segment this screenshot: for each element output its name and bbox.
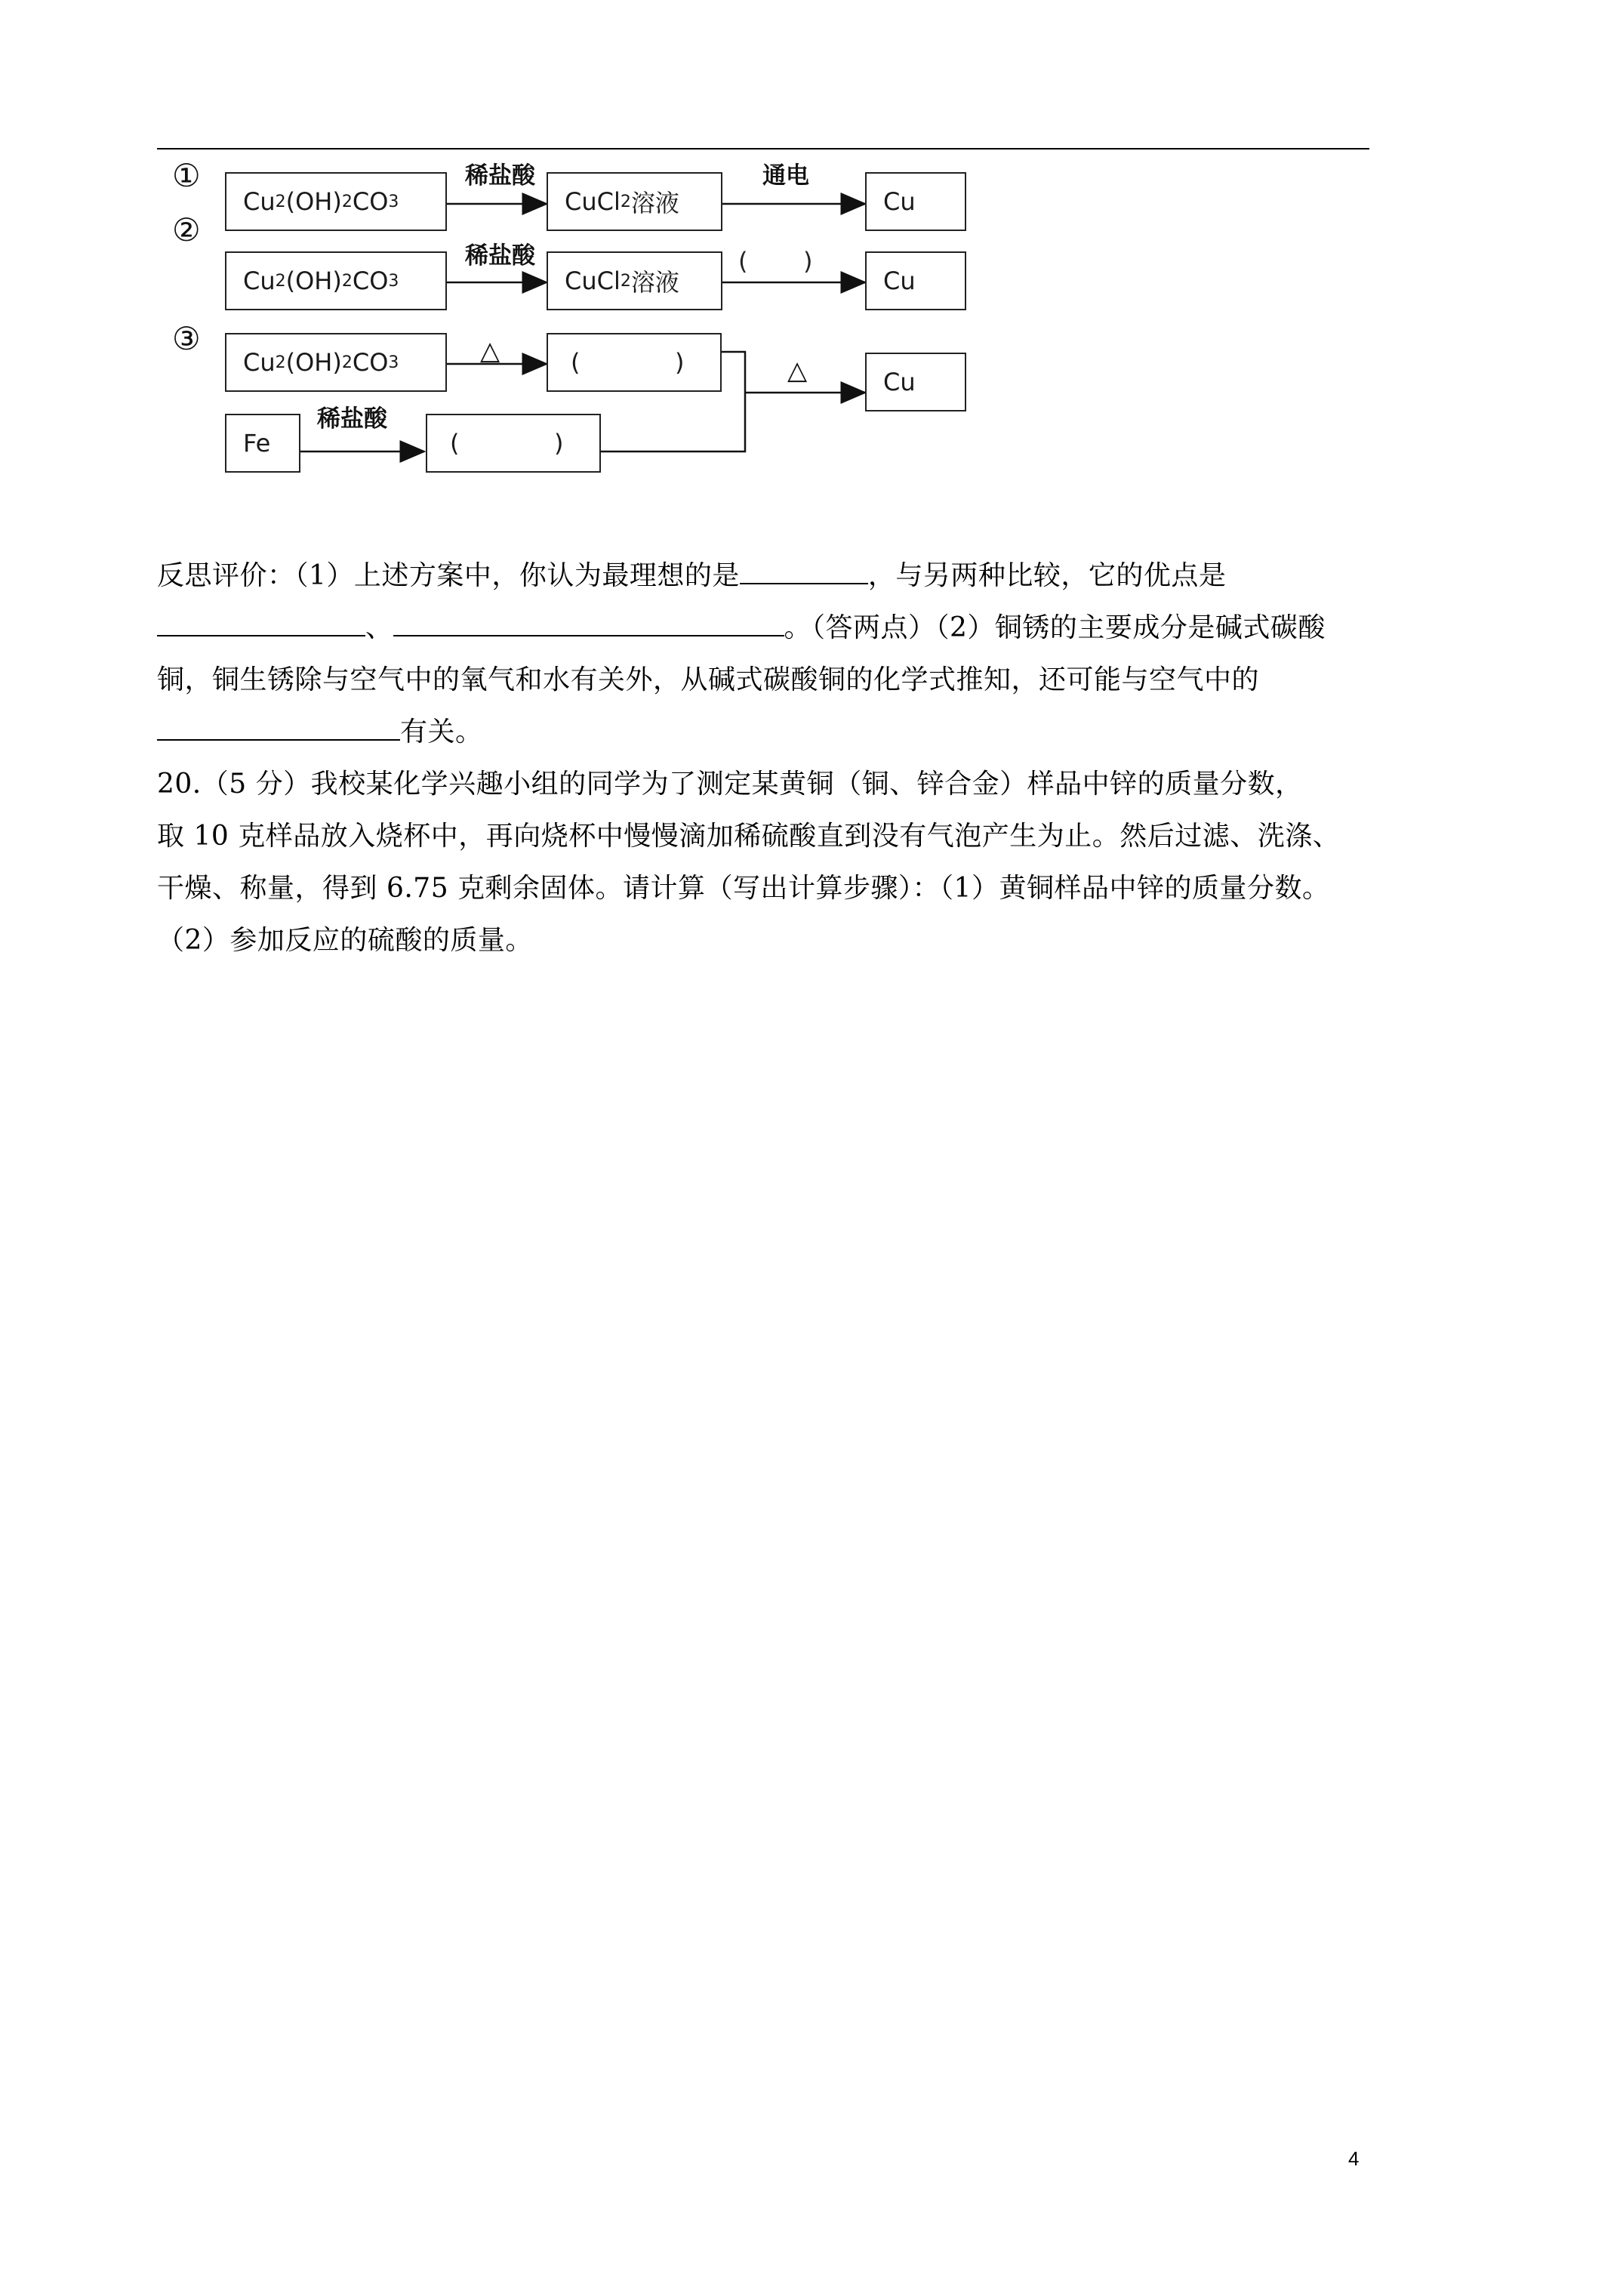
row1-cucl2-solution-box: CuCl 2 溶液 bbox=[547, 172, 722, 231]
row3-fe-product-blank-box: ( ) bbox=[426, 414, 601, 473]
copper-preparation-flow-diagram bbox=[0, 0, 1623, 529]
row1-cu-box: Cu bbox=[865, 172, 966, 231]
marker-3: ③ bbox=[172, 320, 201, 357]
row2-cu-box: Cu bbox=[865, 251, 966, 310]
row3-fe-dilute-hcl-label: 稀盐酸 bbox=[317, 405, 387, 433]
row3-product-blank-box: ( ) bbox=[547, 333, 722, 392]
row3-basic-copper-carbonate-box: Cu 2 (OH) 2 CO 3 bbox=[225, 333, 447, 392]
answer-blank-air-component[interactable] bbox=[157, 713, 400, 741]
marker-2: ② bbox=[172, 211, 201, 248]
row2-cucl2-solution-box: CuCl 2 溶液 bbox=[547, 251, 722, 310]
reflection-line-4: 有关。 bbox=[157, 706, 1369, 758]
answer-blank-advantage-2[interactable] bbox=[393, 609, 784, 636]
q20-line-2: 取 10 克样品放入烧杯中，再向烧杯中慢慢滴加稀硫酸直到没有气泡产生为止。然后过滤、洗涤、 bbox=[157, 821, 1341, 852]
row2-arrow-blank-open: ( bbox=[738, 247, 748, 276]
reflection-line-3: 铜，铜生锈除与空气中的氧气和水有关外，从碱式碳酸铜的化学式推知，还可能与空气中的 bbox=[157, 664, 1260, 695]
q20-line-4: （2）参加反应的硫酸的质量。 bbox=[157, 925, 533, 956]
reflection-line-2: 、 。（答两点）（2）铜锈的主要成分是碱式碳酸 bbox=[157, 602, 1369, 654]
reflection-line-1: 反思评价：（1）上述方案中，你认为最理想的是 ，与另两种比较，它的优点是 bbox=[157, 550, 1369, 602]
q20-line-1: 20.（5 分）我校某化学兴趣小组的同学为了测定某黄铜（铜、锌合金）样品中锌的质量分数， bbox=[157, 769, 1303, 800]
row1-basic-copper-carbonate-box: Cu 2 (OH) 2 CO 3 bbox=[225, 172, 447, 231]
row1-dilute-hcl-label: 稀盐酸 bbox=[465, 162, 535, 190]
row3-cu-box: Cu bbox=[865, 353, 966, 411]
page-number: 4 bbox=[1348, 2147, 1360, 2170]
marker-1: ① bbox=[172, 157, 201, 194]
row3-join-bottom bbox=[601, 393, 745, 451]
q20-line-3: 干燥、称量，得到 6.75 克剩余固体。请计算（写出计算步骤）：（1）黄铜样品中锌的质量分数。 bbox=[157, 873, 1330, 904]
answer-blank-advantage-1[interactable] bbox=[157, 609, 365, 636]
question-20 bbox=[157, 758, 1369, 966]
answer-blank-best-plan[interactable] bbox=[740, 557, 868, 584]
row2-basic-copper-carbonate-box: Cu 2 (OH) 2 CO 3 bbox=[225, 251, 447, 310]
row3-join-heat-symbol: △ bbox=[787, 356, 808, 386]
row1-electrolysis-label: 通电 bbox=[762, 162, 809, 190]
row2-dilute-hcl-label: 稀盐酸 bbox=[465, 242, 535, 270]
row2-arrow-blank-close: ) bbox=[803, 247, 813, 276]
row3-heat-symbol: △ bbox=[480, 336, 500, 366]
row3-fe-box: Fe bbox=[225, 414, 300, 473]
row3-join-top bbox=[722, 352, 745, 393]
reflection-paragraph bbox=[157, 550, 1369, 758]
